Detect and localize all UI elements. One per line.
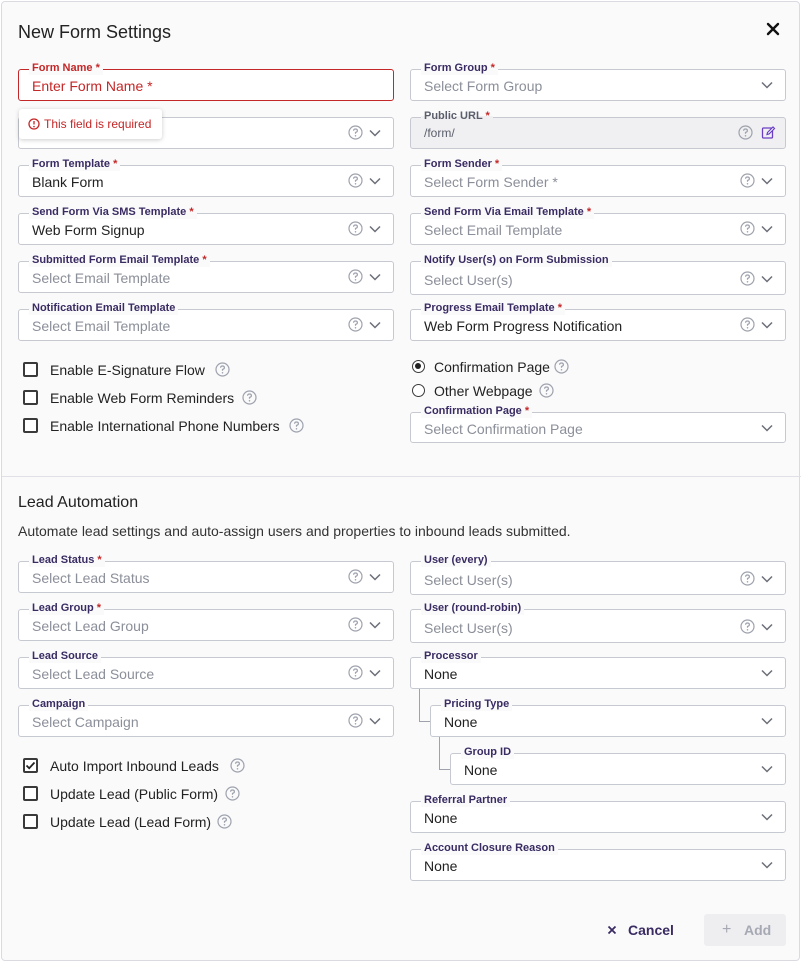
chevron-down-icon[interactable] bbox=[761, 321, 773, 329]
help-circle-icon[interactable] bbox=[348, 125, 363, 140]
web-form-reminders-label: Enable Web Form Reminders bbox=[50, 390, 235, 406]
update-lead-form-label: Update Lead (Lead Form) bbox=[50, 814, 212, 830]
auto-import-checkbox[interactable] bbox=[23, 758, 38, 773]
modal-title: New Form Settings bbox=[18, 22, 172, 42]
progress-email-label: Progress Email Template * bbox=[421, 301, 565, 315]
form-settings-modal bbox=[1, 1, 800, 961]
esignature-checkbox[interactable] bbox=[23, 362, 38, 377]
notify-users-label: Notify User(s) on Form Submission bbox=[421, 253, 612, 267]
user-every-value: Select User(s) bbox=[424, 572, 513, 588]
help-circle-icon[interactable] bbox=[289, 418, 304, 433]
progress-email-select[interactable] bbox=[410, 302, 786, 341]
esignature-label: Enable E-Signature Flow bbox=[50, 362, 205, 378]
lead-automation-title: Lead Automation bbox=[18, 494, 139, 511]
help-circle-icon[interactable] bbox=[217, 814, 232, 829]
progress-email-value: Web Form Progress Notification bbox=[424, 318, 623, 334]
lead-status-value: Select Lead Status bbox=[32, 570, 150, 586]
lead-source-value: Select Lead Source bbox=[32, 666, 155, 682]
help-circle-icon[interactable] bbox=[740, 221, 755, 236]
form-template-select[interactable] bbox=[18, 158, 394, 197]
close-icon bbox=[607, 925, 617, 935]
help-circle-icon[interactable] bbox=[740, 619, 755, 634]
group-id-value: None bbox=[464, 762, 498, 778]
help-circle-icon[interactable] bbox=[242, 390, 257, 405]
help-circle-icon[interactable] bbox=[348, 665, 363, 680]
chevron-down-icon[interactable] bbox=[369, 225, 381, 233]
form-name-input[interactable]: Enter Form Name * bbox=[32, 78, 153, 94]
update-lead-public-label: Update Lead (Public Form) bbox=[50, 786, 219, 802]
help-circle-icon[interactable] bbox=[740, 173, 755, 188]
form-group-label: Form Group * bbox=[421, 61, 498, 75]
help-circle-icon[interactable] bbox=[554, 359, 569, 374]
public-url-label: Public URL * bbox=[421, 109, 493, 123]
help-circle-icon[interactable] bbox=[348, 269, 363, 284]
lead-status-label: Lead Status * bbox=[29, 553, 105, 567]
close-icon[interactable] bbox=[764, 20, 782, 38]
confirmation-page-select[interactable] bbox=[410, 405, 786, 443]
user-round-robin-label: User (round-robin) bbox=[421, 601, 524, 615]
sms-template-label: Send Form Via SMS Template * bbox=[29, 205, 197, 219]
edit-icon[interactable] bbox=[761, 125, 776, 140]
form-group-select[interactable] bbox=[410, 62, 786, 101]
form-sender-value: Select Form Sender * bbox=[424, 174, 558, 190]
help-circle-icon[interactable] bbox=[348, 173, 363, 188]
add-button[interactable] bbox=[704, 914, 786, 946]
form-name-error-tooltip bbox=[19, 109, 162, 139]
help-circle-icon[interactable] bbox=[230, 758, 245, 773]
form-template-label: Form Template * bbox=[29, 157, 120, 171]
other-webpage-radio-label: Other Webpage bbox=[434, 383, 533, 399]
help-circle-icon[interactable] bbox=[348, 617, 363, 632]
form-sender-select[interactable] bbox=[410, 158, 786, 197]
help-circle-icon[interactable] bbox=[225, 786, 240, 801]
email-template-label: Send Form Via Email Template * bbox=[421, 205, 594, 219]
other-webpage-radio[interactable] bbox=[412, 384, 425, 397]
error-circle-icon bbox=[28, 118, 40, 130]
chevron-down-icon[interactable] bbox=[761, 424, 773, 432]
sms-template-select[interactable] bbox=[18, 206, 394, 245]
confirmation-page-label: Confirmation Page * bbox=[421, 404, 532, 418]
cancel-label: Cancel bbox=[628, 922, 674, 938]
campaign-value: Select Campaign bbox=[32, 714, 139, 730]
chevron-down-icon[interactable] bbox=[761, 861, 773, 869]
web-form-reminders-checkbox[interactable] bbox=[23, 390, 38, 405]
submitted-email-value: Select Email Template bbox=[32, 270, 171, 286]
account-closure-label: Account Closure Reason bbox=[421, 841, 558, 855]
user-round-robin-select[interactable] bbox=[410, 602, 786, 643]
user-round-robin-value: Select User(s) bbox=[424, 620, 513, 636]
campaign-label: Campaign bbox=[29, 697, 88, 711]
processor-select[interactable] bbox=[410, 650, 786, 689]
user-every-label: User (every) bbox=[421, 553, 491, 567]
help-circle-icon[interactable] bbox=[348, 317, 363, 332]
section-divider bbox=[2, 476, 801, 477]
plus-icon: + bbox=[722, 921, 732, 938]
update-lead-form-checkbox[interactable] bbox=[23, 814, 38, 829]
notification-email-value: Select Email Template bbox=[32, 318, 171, 334]
chevron-down-icon[interactable] bbox=[369, 273, 381, 281]
submitted-email-select[interactable] bbox=[18, 254, 394, 293]
lead-source-select[interactable] bbox=[18, 650, 394, 689]
international-phone-label: Enable International Phone Numbers bbox=[50, 418, 280, 434]
chevron-down-icon[interactable] bbox=[761, 623, 773, 631]
form-name-label: Form Name * bbox=[29, 61, 103, 75]
public-url-value: /form/ bbox=[424, 126, 455, 140]
notification-email-label: Notification Email Template bbox=[29, 301, 178, 315]
sms-template-value: Web Form Signup bbox=[32, 222, 145, 238]
help-circle-icon[interactable] bbox=[539, 383, 554, 398]
lead-source-label: Lead Source bbox=[29, 649, 101, 663]
chevron-down-icon[interactable] bbox=[761, 225, 773, 233]
pricing-type-label: Pricing Type bbox=[441, 697, 512, 711]
lead-group-value: Select Lead Group bbox=[32, 618, 149, 634]
notify-users-value: Select User(s) bbox=[424, 272, 513, 288]
group-id-label: Group ID bbox=[461, 745, 514, 759]
submitted-email-label: Submitted Form Email Template * bbox=[29, 253, 210, 267]
pricing-type-select[interactable] bbox=[430, 698, 786, 737]
add-label: Add bbox=[744, 922, 772, 938]
chevron-down-icon[interactable] bbox=[761, 813, 773, 821]
account-closure-value: None bbox=[424, 858, 458, 874]
pricing-type-value: None bbox=[444, 714, 478, 730]
confirmation-page-radio[interactable] bbox=[412, 360, 425, 373]
campaign-select[interactable] bbox=[18, 698, 394, 737]
help-circle-icon[interactable] bbox=[740, 271, 755, 286]
lead-group-label: Lead Group * bbox=[29, 601, 104, 615]
chevron-down-icon[interactable] bbox=[761, 669, 773, 677]
referral-partner-value: None bbox=[424, 810, 458, 826]
help-circle-icon[interactable] bbox=[738, 125, 753, 140]
help-circle-icon[interactable] bbox=[740, 317, 755, 332]
form-sender-label: Form Sender * bbox=[421, 157, 502, 171]
chevron-down-icon[interactable] bbox=[369, 669, 381, 677]
lead-status-select[interactable] bbox=[18, 554, 394, 593]
help-circle-icon[interactable] bbox=[740, 571, 755, 586]
checkmark-icon bbox=[25, 760, 36, 771]
group-id-select[interactable] bbox=[450, 746, 786, 785]
chevron-down-icon[interactable] bbox=[761, 765, 773, 773]
update-lead-public-checkbox[interactable] bbox=[23, 786, 38, 801]
user-every-select[interactable] bbox=[410, 554, 786, 595]
chevron-down-icon[interactable] bbox=[369, 321, 381, 329]
help-circle-icon[interactable] bbox=[348, 713, 363, 728]
confirmation-page-radio-label: Confirmation Page bbox=[434, 359, 550, 375]
email-template-value: Select Email Template bbox=[424, 222, 563, 238]
form-name-field[interactable] bbox=[18, 62, 394, 101]
notify-users-select[interactable] bbox=[410, 254, 786, 295]
chevron-down-icon[interactable] bbox=[761, 275, 773, 283]
referral-partner-label: Referral Partner bbox=[421, 793, 510, 807]
lead-group-select[interactable] bbox=[18, 602, 394, 641]
confirmation-page-value: Select Confirmation Page bbox=[424, 421, 583, 437]
chevron-down-icon[interactable] bbox=[369, 621, 381, 629]
chevron-down-icon[interactable] bbox=[369, 573, 381, 581]
referral-partner-select[interactable] bbox=[410, 794, 786, 833]
chevron-down-icon[interactable] bbox=[761, 575, 773, 583]
form-name-error-text: This field is required bbox=[44, 117, 152, 131]
chevron-down-icon[interactable] bbox=[369, 129, 381, 137]
email-template-select[interactable] bbox=[410, 206, 786, 245]
help-circle-icon[interactable] bbox=[348, 569, 363, 584]
chevron-down-icon[interactable] bbox=[761, 81, 773, 89]
auto-import-label: Auto Import Inbound Leads bbox=[50, 758, 219, 774]
lead-automation-description: Automate lead settings and auto-assign users and properties to inbound leads submitted. bbox=[18, 523, 571, 539]
form-template-value: Blank Form bbox=[32, 174, 104, 190]
processor-label: Processor bbox=[421, 649, 481, 663]
chevron-down-icon[interactable] bbox=[369, 717, 381, 725]
chevron-down-icon[interactable] bbox=[369, 177, 381, 185]
chevron-down-icon[interactable] bbox=[761, 177, 773, 185]
help-circle-icon[interactable] bbox=[348, 221, 363, 236]
help-circle-icon[interactable] bbox=[215, 362, 230, 377]
international-phone-checkbox[interactable] bbox=[23, 418, 38, 433]
processor-value: None bbox=[424, 666, 458, 682]
form-group-value: Select Form Group bbox=[424, 78, 543, 94]
chevron-down-icon[interactable] bbox=[761, 717, 773, 725]
notification-email-select[interactable] bbox=[18, 302, 394, 341]
public-url-field bbox=[410, 110, 786, 149]
account-closure-select[interactable] bbox=[410, 842, 786, 881]
